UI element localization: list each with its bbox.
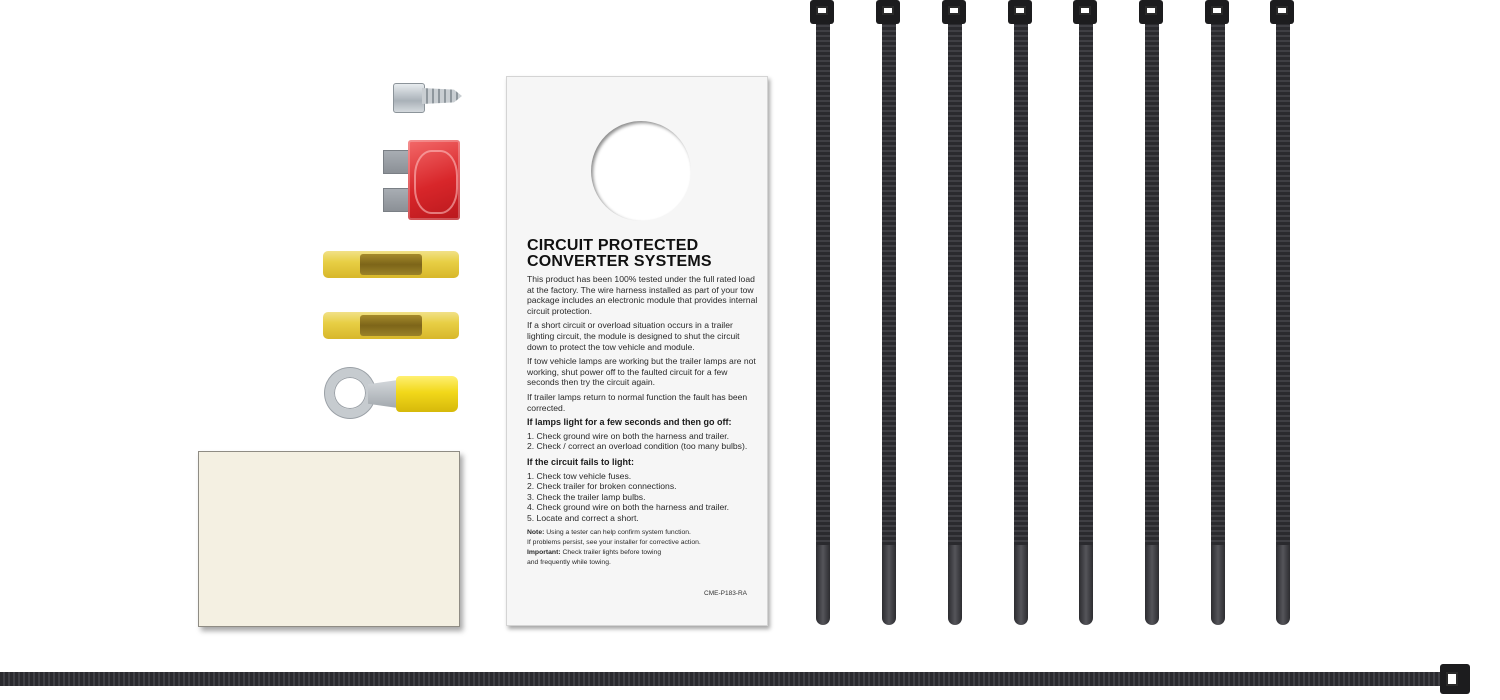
important-line	[527, 548, 759, 558]
cable-tie	[1207, 0, 1227, 625]
important-text-2: and frequently while towing.	[527, 559, 611, 567]
card-paragraph: This product has been 100% tested under the full rated load at the factory. The wire harness installed as part of your tow package includes an electronic module that provides internal circuit protection.	[527, 274, 758, 316]
list-item: 2. Check / correct an overload condition (too many bulbs).	[527, 441, 748, 452]
butt-connector-1-core	[360, 254, 422, 275]
card-title	[527, 238, 757, 270]
cable-tie	[944, 0, 964, 625]
adhesive-pad	[198, 451, 460, 627]
hanger-hole	[591, 121, 691, 221]
card-title-line1: CIRCUIT PROTECTED	[527, 237, 699, 254]
screw-shaft	[422, 88, 462, 104]
list-item: 4. Check ground wire on both the harness and trailer.	[527, 502, 730, 513]
butt-connector-2-core	[360, 315, 422, 336]
list-item: 1. Check tow vehicle fuses.	[527, 470, 632, 481]
persist-text: If problems persist, see your installer for corrective action.	[527, 539, 701, 547]
cable-tie	[812, 0, 832, 625]
list-item: 1. Check ground wire on both the harness and trailer.	[527, 430, 730, 441]
section1-heading: If lamps light for a few seconds and then go off:	[527, 417, 732, 428]
note-line	[527, 528, 759, 538]
important-label: Important:	[527, 549, 561, 557]
long-cable-tie-strap	[0, 672, 1442, 686]
note-label: Note:	[527, 529, 545, 537]
list-item: 2. Check trailer for broken connections.	[527, 481, 677, 492]
part-code: CME-P183-RA	[704, 590, 747, 597]
cable-tie	[1141, 0, 1161, 625]
section2-list	[527, 471, 759, 524]
fuse-element	[414, 150, 458, 214]
screw-head	[393, 83, 425, 113]
card-paragraph: If trailer lamps return to normal function the fault has been corrected.	[527, 391, 748, 413]
ring-terminal-ring	[325, 368, 375, 418]
section1-list	[527, 431, 759, 452]
cable-tie	[1075, 0, 1095, 625]
card-paragraph: If a short circuit or overload situation occurs in a trailer lighting circuit, the module is designed to shut the circuit down to protect the tow vehicle and module.	[527, 320, 740, 352]
cable-tie	[878, 0, 898, 625]
cable-tie	[1010, 0, 1030, 625]
important-text: Check trailer lights before towing	[560, 549, 662, 557]
list-item: 3. Check the trailer lamp bulbs.	[527, 491, 646, 502]
ring-terminal-neck	[368, 380, 398, 408]
list-item: 5. Locate and correct a short.	[527, 512, 639, 523]
note-text: Using a tester can help confirm system function.	[544, 529, 691, 537]
card-paragraph: If tow vehicle lamps are working but the trailer lamps are not working, shut power off to the faulted circuit for a few seconds then try the circuit again.	[527, 356, 756, 388]
section2-heading: If the circuit fails to light:	[527, 456, 635, 467]
long-cable-tie-head	[1440, 664, 1470, 694]
card-title-line2: CONVERTER SYSTEMS	[527, 253, 712, 270]
cable-tie	[1272, 0, 1292, 625]
ring-terminal-sleeve	[396, 376, 458, 412]
card-body	[527, 274, 759, 568]
instruction-card	[506, 76, 768, 626]
